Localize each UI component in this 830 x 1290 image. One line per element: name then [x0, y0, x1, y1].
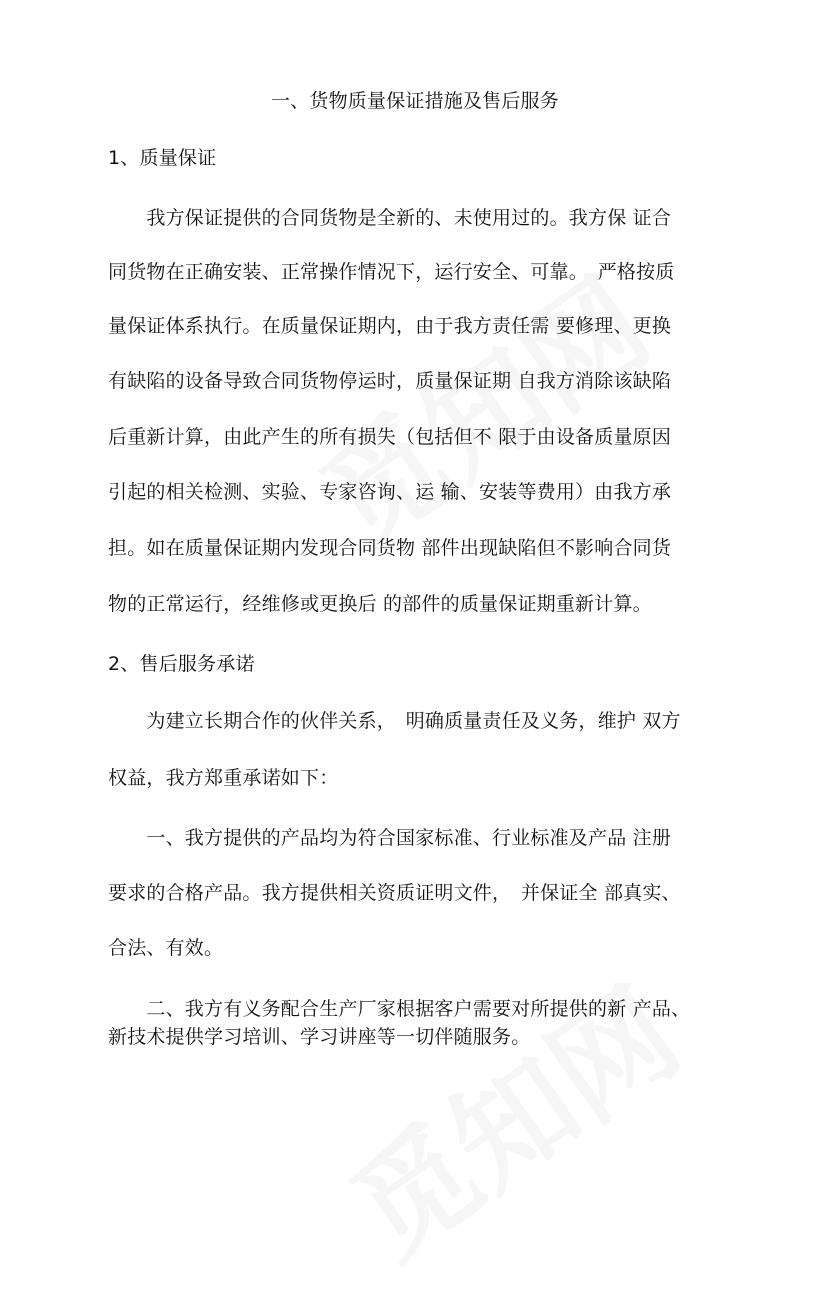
paragraph-line: 合法、有效。 [108, 937, 224, 959]
paragraph-line: 同货物在正确安装、正常操作情况下，运行安全、可靠。 严格按质 [108, 261, 675, 283]
section-heading-quality: 1、质量保证 [108, 147, 217, 169]
paragraph-line: 要求的合格产品。我方提供相关资质证明文件， 并保证全 部真实、 [108, 882, 681, 904]
paragraph-line: 为建立长期合作的伙伴关系， 明确质量责任及义务，维护 双方 [108, 710, 681, 732]
paragraph-line: 有缺陷的设备导致合同货物停运时，质量保证期 自我方消除该缺陷 [108, 370, 672, 392]
paragraph-line: 后重新计算，由此产生的所有损失（包括但不 限于由设备质量原因 [108, 426, 672, 448]
page-title: 一、货物质量保证措施及售后服务 [270, 90, 559, 112]
paragraph-line: 权益，我方郑重承诺如下： [108, 767, 339, 789]
watermark [313, 942, 707, 1289]
paragraph-line: 引起的相关检测、实验、专家咨询、运 输、安装等费用）由我方承 [108, 481, 672, 503]
paragraph-line: 担。如在质量保证期内发现合同货物 部件出现缺陷但不影响合同货 [108, 537, 672, 559]
paragraph-line: 物的正常运行，经维修或更换后 的部件的质量保证期重新计算。 [108, 593, 652, 615]
paragraph-line: 二、我方有义务配合生产厂家根据客户需要对所提供的新 产品、 [108, 998, 691, 1020]
paragraph-line: 一、我方提供的产品均为符合国家标准、行业标准及产品 注册 [108, 827, 672, 849]
paragraph-line: 我方保证提供的合同货物是全新的、未使用过的。我方保 证合 [108, 207, 672, 229]
paragraph-line: 量保证体系执行。在质量保证期内，由于我方责任需 要修理、更换 [108, 315, 672, 337]
section-heading-service: 2、售后服务承诺 [108, 653, 255, 675]
paragraph-line: 新技术提供学习培训、学习讲座等一切伴随服务。 [108, 1026, 531, 1048]
